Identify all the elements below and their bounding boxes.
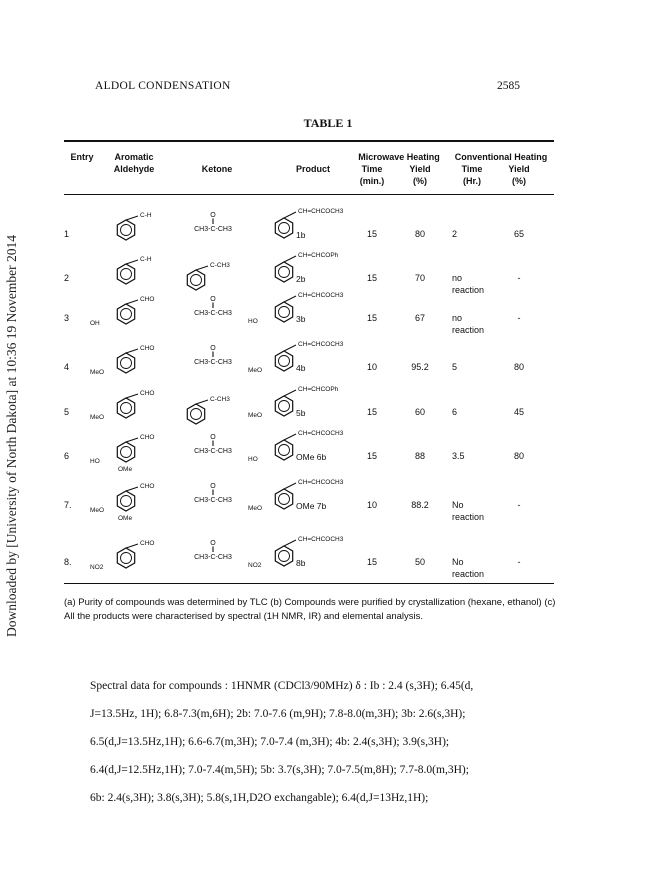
aromatic-circle-icon	[121, 403, 132, 414]
conv-yield: -	[517, 500, 521, 510]
benzene-ring-icon	[117, 548, 134, 568]
aldehyde-structure-structure-icon	[104, 252, 174, 292]
benzene-ring-icon	[117, 491, 134, 511]
benzene-ring-icon	[275, 351, 292, 371]
col-ketone: Ketone	[201, 164, 233, 174]
ketone-structure-structure-icon	[174, 258, 244, 298]
bond-icon	[284, 434, 296, 440]
mw-yield: 88.2	[411, 500, 429, 510]
substituent-label: MeO	[248, 505, 263, 512]
benzene-ring-icon	[117, 304, 134, 324]
substituent-label: OH	[90, 320, 100, 327]
substituent-label: HO	[248, 456, 258, 463]
col-aldehyde-line2: Aldehyde	[113, 164, 155, 174]
double-bond-icon: ‖	[211, 490, 215, 497]
substituent-label: C-CH3	[210, 396, 230, 403]
bond-icon	[196, 266, 208, 270]
bond-icon	[284, 212, 296, 218]
mw-time: 15	[366, 273, 377, 283]
mw-yield: 95.2	[411, 362, 429, 372]
mw-time: 15	[366, 451, 377, 461]
double-bond-icon: ‖	[211, 547, 215, 554]
benzene-ring-icon	[275, 262, 292, 282]
table-title: TABLE 1	[303, 116, 353, 130]
aldehyde-structure	[90, 430, 174, 473]
col-entry: Entry	[70, 152, 94, 162]
col-mw-yield-1: Yield	[409, 164, 431, 174]
product-id: 4b	[296, 363, 306, 373]
ketone-structure	[174, 258, 244, 298]
aldehyde-structure	[104, 252, 174, 292]
aromatic-circle-icon	[279, 445, 290, 456]
aldehyde-structure	[104, 208, 174, 248]
aromatic-circle-icon	[191, 275, 202, 286]
carbonyl-oxygen-label: O	[210, 212, 216, 219]
col-conv-yield-1: Yield	[508, 164, 530, 174]
substituent-label: C-CH3	[210, 262, 230, 269]
ketone-formula: CH3-C-CH3	[194, 310, 232, 317]
conv-yield: -	[517, 313, 521, 323]
entry-number: 8.	[64, 557, 72, 567]
substituent-label: CHO	[140, 296, 155, 303]
aldehyde-structure-structure-icon	[104, 536, 174, 576]
substituent-label: HO	[248, 318, 258, 325]
entry-number: 2	[64, 273, 70, 283]
carbonyl-oxygen-label: O	[210, 434, 216, 441]
aldehyde-structure-structure-icon	[104, 292, 174, 332]
substituent-label: CH=CHCOPh	[298, 252, 339, 259]
bond-icon	[284, 483, 296, 489]
table-bottom-rule	[64, 583, 554, 584]
aldehyde-structure	[90, 386, 174, 426]
ketone-structure	[174, 392, 244, 432]
aldehyde-structure-structure-icon	[104, 430, 174, 470]
bond-icon	[126, 349, 138, 353]
ketone-structure	[184, 540, 242, 561]
conv-time-line2: reaction	[452, 569, 485, 579]
product-id: OMe 7b	[296, 501, 327, 511]
aromatic-circle-icon	[121, 553, 132, 564]
aldehyde-structure	[90, 341, 174, 381]
conv-yield: 45	[513, 407, 524, 417]
bond-icon	[284, 345, 296, 351]
ketone-structure	[184, 434, 242, 455]
entry-number: 5	[64, 407, 70, 417]
carbonyl-oxygen-label: O	[210, 540, 216, 547]
table-footnotes: (a) Purity of compounds was determined by TLC (b) Compounds were purified by crystallization (hexane, ethanol) (c) All the products were characterised by spectral (1H NMR, IR) and elemental analysis.	[64, 597, 556, 622]
substituent-label: CH=CHCOCH3	[298, 341, 344, 348]
aldehyde-structure-structure-icon	[104, 386, 174, 426]
product-structure	[262, 250, 339, 290]
product-structure	[248, 534, 344, 574]
aromatic-circle-icon	[279, 307, 290, 318]
double-bond-icon: ‖	[211, 441, 215, 448]
mw-time: 15	[366, 229, 377, 239]
col-aldehyde-line1: Aromatic	[114, 152, 154, 162]
bond-icon	[126, 300, 138, 304]
benzene-ring-icon	[187, 270, 204, 290]
mw-yield: 60	[414, 407, 425, 417]
substituent-label: HO	[90, 458, 100, 465]
col-product: Product	[295, 164, 330, 174]
product-structure	[262, 206, 344, 246]
aldehyde-structure	[90, 292, 174, 332]
conv-time: 2	[452, 229, 458, 239]
benzene-ring-icon	[275, 489, 292, 509]
bond-icon	[284, 390, 296, 396]
carbonyl-oxygen-label: O	[210, 296, 216, 303]
col-microwave-group: Microwave Heating	[358, 152, 440, 162]
substituent-label: OMe	[118, 466, 133, 473]
bond-icon	[126, 216, 138, 220]
ketone-structure	[184, 212, 242, 233]
conv-yield: -	[517, 557, 521, 567]
benzene-ring-icon	[275, 218, 292, 238]
mw-time: 10	[366, 500, 377, 510]
double-bond-icon: ‖	[211, 303, 215, 310]
bond-icon	[284, 256, 296, 262]
benzene-ring-icon	[275, 396, 292, 416]
conv-time: no	[452, 313, 463, 323]
product-id: 1b	[296, 230, 306, 240]
benzene-ring-icon	[117, 398, 134, 418]
aromatic-circle-icon	[279, 223, 290, 234]
aromatic-circle-icon	[121, 447, 132, 458]
entry-number: 7.	[64, 500, 72, 510]
table-top-rule	[64, 140, 554, 142]
bond-icon	[126, 260, 138, 264]
col-conv-time-1: Time	[461, 164, 483, 174]
substituent-label: MeO	[90, 507, 105, 514]
substituent-label: OMe	[118, 515, 133, 522]
conv-time: 3.5	[452, 451, 465, 461]
entry-number: 3	[64, 313, 70, 323]
col-conv-time-2: (Hr.)	[463, 176, 481, 186]
benzene-ring-icon	[117, 264, 134, 284]
substituent-label: CH=CHCOCH3	[298, 292, 344, 299]
mw-yield: 70	[414, 273, 425, 283]
col-conv-yield-2: (%)	[512, 176, 526, 186]
ketone-structure	[184, 483, 242, 504]
substituent-label: CH=CHCOCH3	[298, 208, 344, 215]
spectral-line: 6.4(d,J=12.5Hz,1H); 7.0-7.4(m,5H); 5b: 3.7(s,3H); 7.0-7.5(m,8H); 7.7-8.0(m,3H);	[90, 764, 469, 776]
spectral-line: Spectral data for compounds : 1HNMR (CDCl3/90MHz) δ : Ib : 2.4 (s,3H); 6.45(d,	[90, 680, 474, 692]
aromatic-circle-icon	[279, 401, 290, 412]
benzene-ring-icon	[117, 442, 134, 462]
conv-time-line2: reaction	[452, 325, 485, 335]
col-mw-time-2: (min.)	[359, 176, 385, 186]
substituent-label: MeO	[90, 369, 105, 376]
conv-time: 6	[452, 407, 458, 417]
substituent-label: NO2	[90, 564, 104, 571]
substituent-label: MeO	[248, 412, 263, 419]
ketone-structure	[184, 296, 242, 317]
mw-yield: 88	[414, 451, 425, 461]
aromatic-circle-icon	[279, 356, 290, 367]
benzene-ring-icon	[275, 440, 292, 460]
mw-yield: 67	[414, 313, 425, 323]
substituent-label: CH=CHCOCH3	[298, 430, 344, 437]
conv-yield: -	[517, 273, 521, 283]
ketone-formula: CH3-C-CH3	[194, 448, 232, 455]
conv-time: No	[452, 500, 464, 510]
conv-time: no	[452, 273, 463, 283]
mw-time: 15	[366, 557, 377, 567]
spectral-data-paragraph	[90, 672, 520, 812]
ketone-formula: CH3-C-CH3	[194, 359, 232, 366]
aromatic-circle-icon	[121, 309, 132, 320]
page-number: 2585	[497, 80, 520, 92]
bond-icon	[126, 394, 138, 398]
benzene-ring-icon	[275, 546, 292, 566]
benzene-ring-icon	[117, 220, 134, 240]
aromatic-circle-icon	[191, 409, 202, 420]
substituent-label: CHO	[140, 483, 155, 490]
conv-yield: 65	[513, 229, 524, 239]
substituent-label: CH=CHCOCH3	[298, 536, 344, 543]
product-structure	[248, 339, 344, 379]
conv-time: 5	[452, 362, 458, 372]
aldehyde-structure	[90, 536, 174, 576]
product-id: 5b	[296, 408, 306, 418]
aromatic-circle-icon	[121, 269, 132, 280]
aromatic-circle-icon	[279, 494, 290, 505]
mw-time: 15	[366, 407, 377, 417]
substituent-label: C-H	[140, 256, 152, 263]
double-bond-icon: ‖	[211, 219, 215, 226]
entry-number: 4	[64, 362, 70, 372]
spectral-line: 6.5(d,J=13.5Hz,1H); 6.6-6.7(m,3H); 7.0-7.4 (m,3H); 4b: 2.4(s,3H); 3.9(s,3H);	[90, 736, 450, 748]
aldehyde-structure-structure-icon	[104, 341, 174, 381]
benzene-ring-icon	[275, 302, 292, 322]
mw-time: 10	[366, 362, 377, 372]
substituent-label: CH=CHCOCH3	[298, 479, 344, 486]
substituent-label: NO2	[248, 562, 262, 569]
product-id: 3b	[296, 314, 306, 324]
bond-icon	[196, 400, 208, 404]
col-conventional-group: Conventional Heating	[454, 152, 548, 162]
bond-icon	[284, 296, 296, 302]
bond-icon	[126, 544, 138, 548]
product-structure	[248, 428, 344, 468]
product-id: 2b	[296, 274, 306, 284]
running-header-title: ALDOL CONDENSATION	[95, 80, 231, 92]
entry-number: 6	[64, 451, 70, 461]
ketone-structure	[184, 345, 242, 366]
bond-icon	[126, 487, 138, 491]
substituent-label: CHO	[140, 434, 155, 441]
mw-yield: 80	[414, 229, 425, 239]
aldehyde-structure	[90, 479, 174, 522]
benzene-ring-icon	[187, 404, 204, 424]
substituent-label: CHO	[140, 540, 155, 547]
spectral-line: J=13.5Hz, 1H); 6.8-7.3(m,6H); 2b: 7.0-7.6 (m,9H); 7.8-8.0(m,3H); 3b: 2.6(s,3H);	[90, 708, 466, 720]
substituent-label: CHO	[140, 345, 155, 352]
product-structure	[248, 384, 339, 424]
table-header-rule	[64, 194, 554, 195]
download-watermark-text: Downloaded by [University of North Dakota] at 10:36 19 November 2014	[4, 235, 19, 637]
aromatic-circle-icon	[279, 267, 290, 278]
bond-icon	[284, 540, 296, 546]
substituent-label: C-H	[140, 212, 152, 219]
aromatic-circle-icon	[279, 551, 290, 562]
ketone-structure-structure-icon	[174, 392, 244, 432]
aromatic-circle-icon	[121, 225, 132, 236]
product-id: OMe 6b	[296, 452, 327, 462]
carbonyl-oxygen-label: O	[210, 483, 216, 490]
col-mw-yield-2: (%)	[413, 176, 427, 186]
conv-yield: 80	[513, 362, 524, 372]
spectral-line: 6b: 2.4(s,3H); 3.8(s,3H); 5.8(s,1H,D2O exchangable); 6.4(d,J=13Hz,1H);	[90, 792, 429, 804]
ketone-formula: CH3-C-CH3	[194, 226, 232, 233]
aldehyde-structure-structure-icon	[104, 208, 174, 248]
substituent-label: CHO	[140, 390, 155, 397]
aromatic-circle-icon	[121, 496, 132, 507]
ketone-formula: CH3-C-CH3	[194, 497, 232, 504]
product-structure	[248, 477, 344, 517]
col-mw-time-1: Time	[361, 164, 383, 174]
bond-icon	[126, 438, 138, 442]
mw-yield: 50	[414, 557, 425, 567]
entry-number: 1	[64, 229, 70, 239]
substituent-label: MeO	[248, 367, 263, 374]
product-structure	[248, 290, 344, 330]
conv-time-line2: reaction	[452, 285, 485, 295]
conv-time: No	[452, 557, 464, 567]
aromatic-circle-icon	[121, 358, 132, 369]
mw-time: 15	[366, 313, 377, 323]
substituent-label: CH=CHCOPh	[298, 386, 339, 393]
benzene-ring-icon	[117, 353, 134, 373]
product-id: 8b	[296, 558, 306, 568]
double-bond-icon: ‖	[211, 352, 215, 359]
substituent-label: MeO	[90, 414, 105, 421]
aldehyde-structure-structure-icon	[104, 479, 174, 519]
ketone-formula: CH3-C-CH3	[194, 554, 232, 561]
conv-time-line2: reaction	[452, 512, 485, 522]
carbonyl-oxygen-label: O	[210, 345, 216, 352]
conv-yield: 80	[513, 451, 524, 461]
